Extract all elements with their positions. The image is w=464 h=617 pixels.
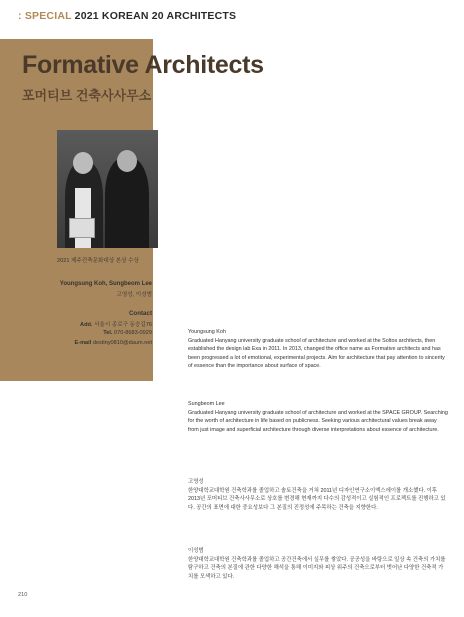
bio-lee-paragraph: Graduated Hanyang university graduate school of architecture and worked at the SPACE GROUP. Searching for the worth of architecture in life based on publicness. Seeking various architectural values break away from just image and superficial architecture through diverse interpretations about essence of architecture. [188, 410, 448, 433]
tel-value: 070-8683-0929 [114, 330, 152, 336]
bio-lee-heading: Sungbeom Lee [188, 401, 225, 407]
email-label: E-mail [74, 340, 92, 346]
header-title: 2021 KOREAN 20 ARCHITECTS [74, 10, 237, 22]
bio-lee-ko-heading: 이성범 [188, 548, 204, 554]
bio-lee-text [188, 409, 448, 434]
address-label: Add. [80, 322, 93, 328]
person-left-head [73, 152, 93, 174]
email-value: destiny0810@daum.net [92, 340, 152, 346]
bio-lee-ko-paragraph: 한양대학교대학원 건축학과를 졸업하고 공간건축에서 실무를 쌓았다. 공공성을 바탕으로 일상 속 건축의 가치를 탐구하고 건축의 본질에 관한 다양한 해석을 통해 이미지와 피상 위주의 건축으로부터 벗어난 다양한 건축적 가치를 모색하고 있다. [188, 557, 446, 580]
bio-koh-text [188, 337, 448, 371]
page-number: 210 [18, 592, 28, 598]
bio-koh-ko-paragraph: 한양대학교대학원 건축학과를 졸업하고 솔토건축을 거쳐 2011년 디자인연구소이엑스에이를 개소했다. 이후 2013년 포머티브 건축사사무소로 상호를 변경해 현재까지 다수의 감성적이고 실험적인 프로젝트를 진행하고 있다. 공간의 표면에 대한 중요성보다 그 본질의 진정성에 주목하는 건축을 지향한다. [188, 488, 446, 511]
architect-names-ko: 고영성, 이성범 [116, 292, 152, 298]
award-caption: 2021 제주건축문화대상 본상 수상 [57, 258, 139, 264]
contact-email [74, 340, 152, 346]
bio-koh-ko-heading: 고영성 [188, 479, 204, 485]
contact-heading: Contact [128, 310, 152, 317]
architect-names-en: Youngsung Koh, Sungbeom Lee [59, 281, 152, 287]
tel-label: Tel. [103, 330, 113, 336]
bio-koh-ko-text [188, 487, 448, 512]
bio-koh-heading: Youngsung Koh [188, 329, 226, 335]
person-right-head [117, 150, 137, 172]
bio-lee-ko-text [188, 556, 448, 581]
contact-tel [103, 330, 152, 336]
address-value: 서울시 종로구 동숭길76 [94, 322, 152, 328]
award-trophy [69, 218, 95, 238]
page-title-korean: 포머티브 건축사사무소 [22, 88, 152, 103]
header-accent: : SPECIAL [18, 10, 72, 22]
bio-koh-paragraph: Graduated Hanyang university graduate school of architecture and worked at the Soltos architects, then established the design lab Exa in 2011. In 2013, changed the office name as Formative architects and has been progressed a lot of emotional, experimental projects. Aim for architecture that pay attention to sincerity of essence than the importance about surface of space. [188, 338, 445, 370]
architects-photo [57, 130, 158, 248]
contact-address [80, 320, 152, 328]
page-title: Formative Architects [22, 51, 264, 79]
section-header [18, 10, 236, 22]
